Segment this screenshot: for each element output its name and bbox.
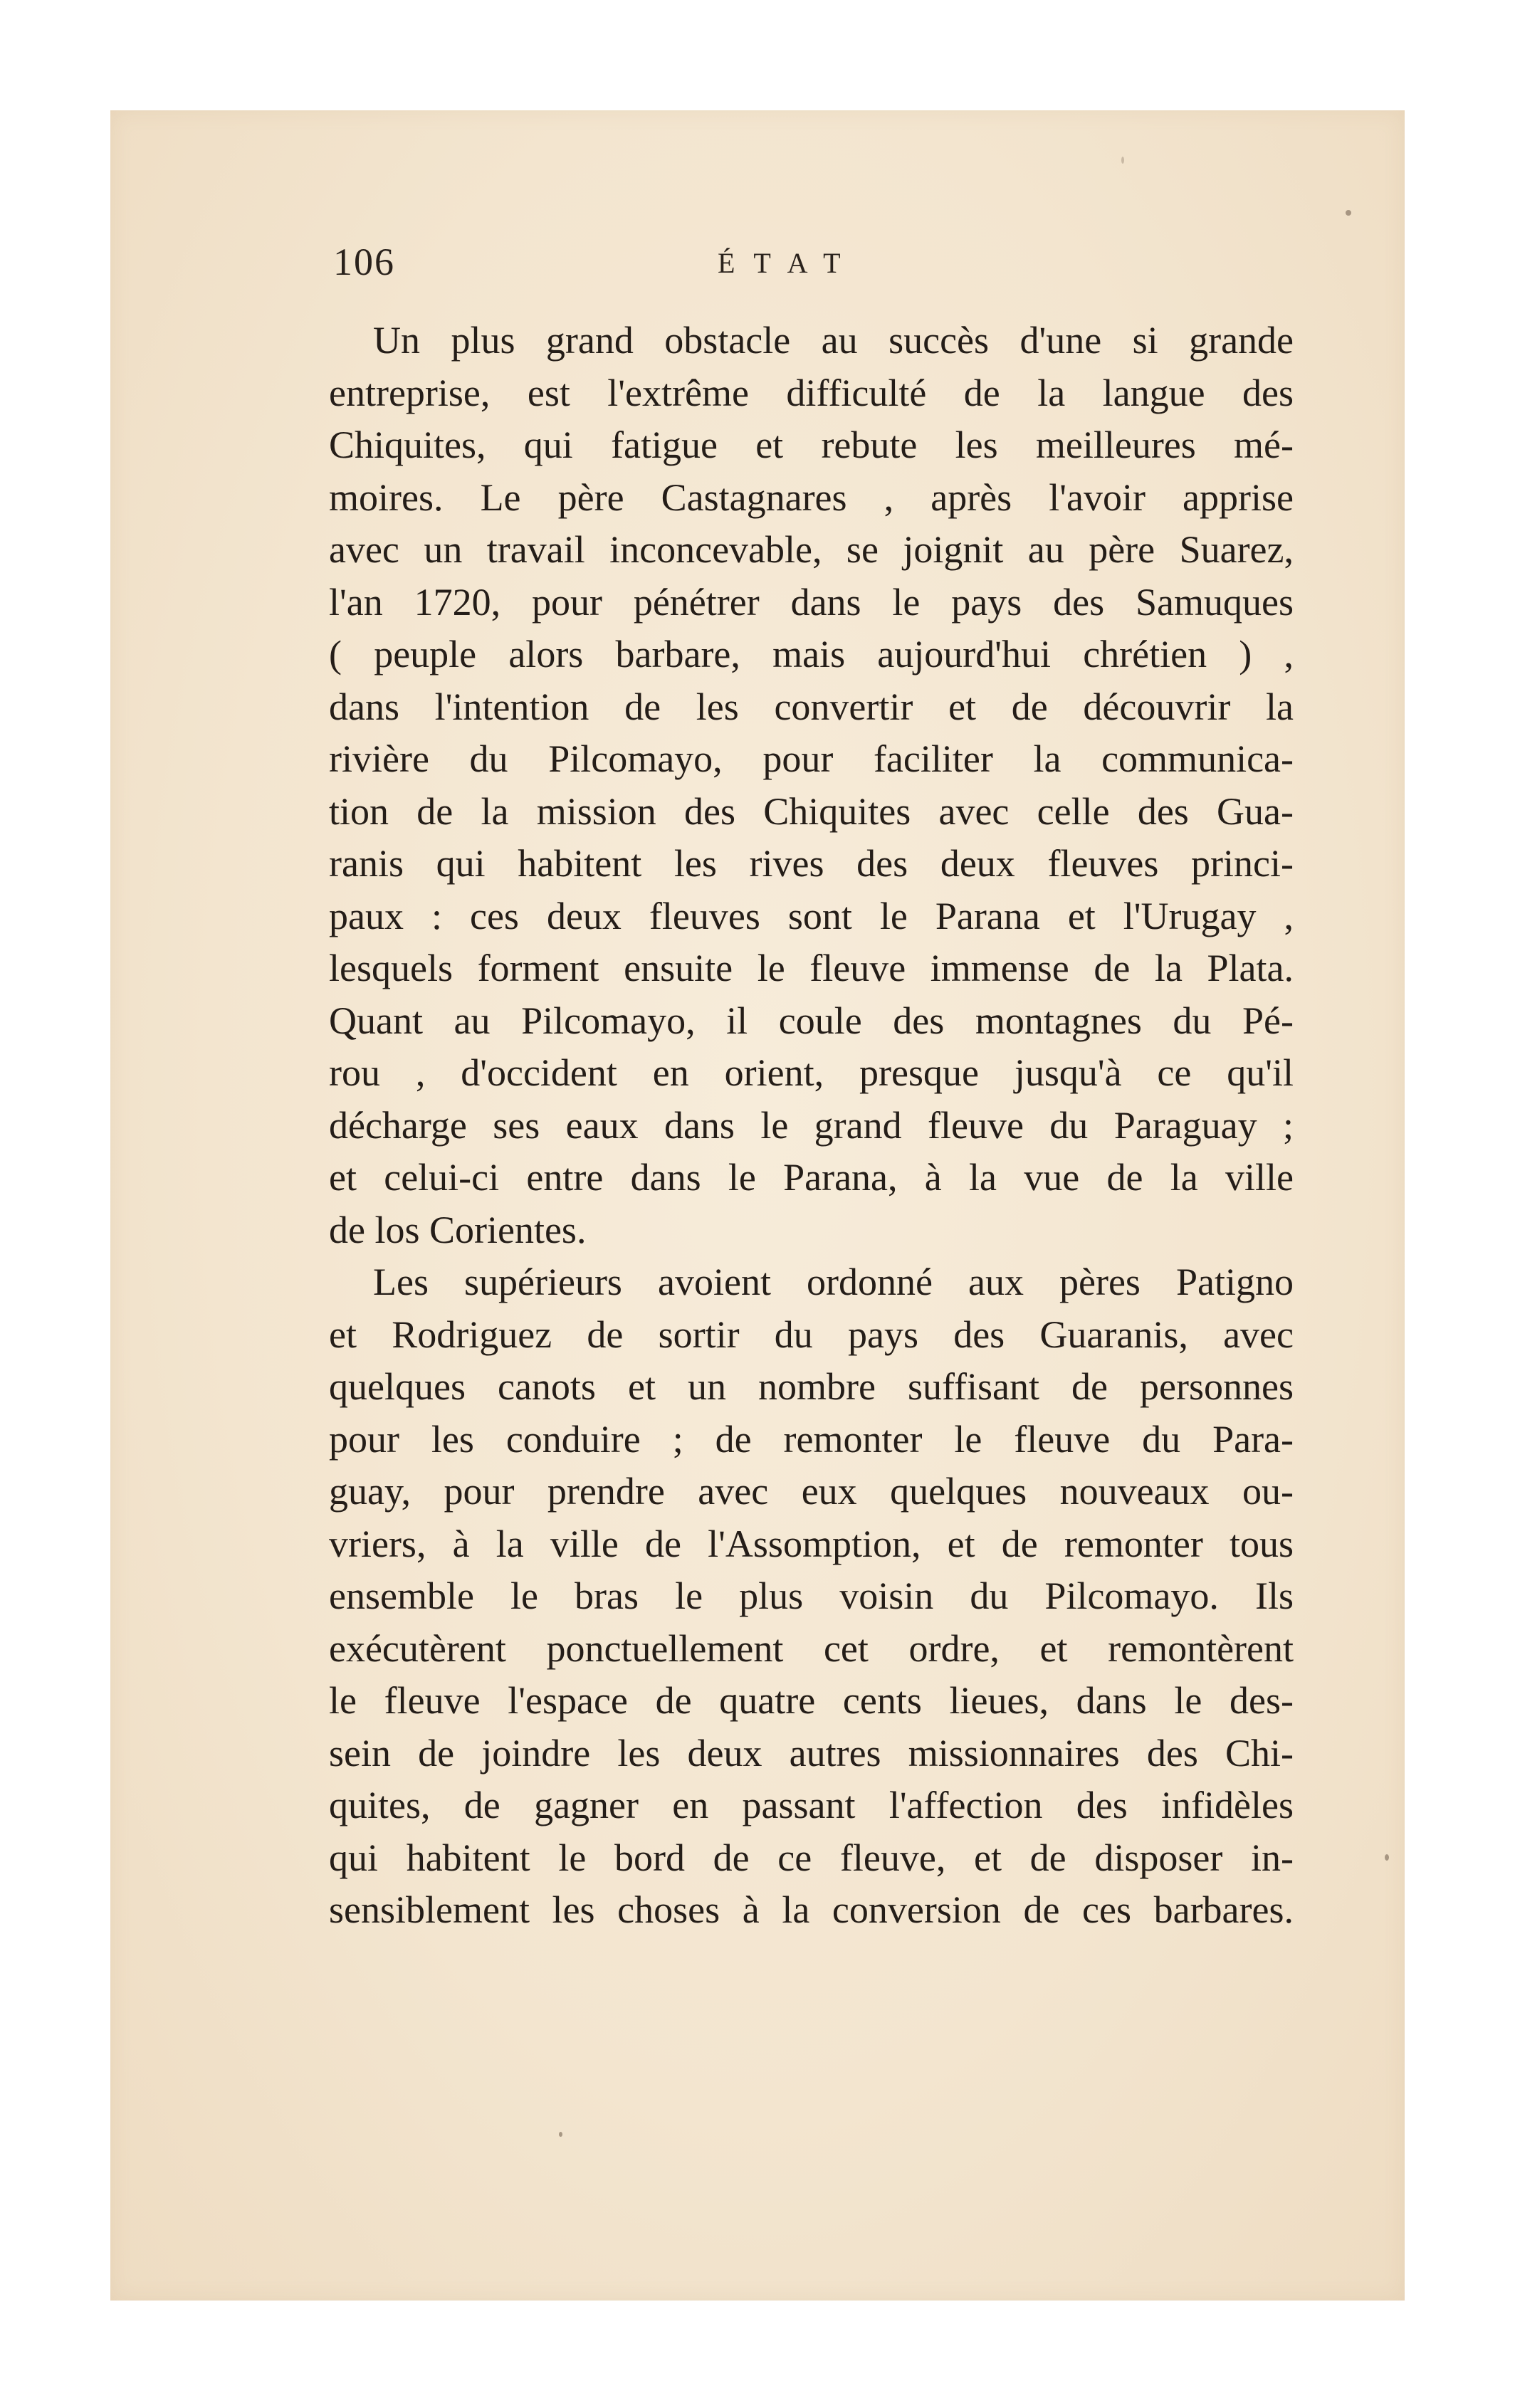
text-line: dans l'intention de les convertir et de découvrir la	[329, 685, 1294, 728]
text-line: rou , d'occident en orient, presque jusqu'à ce qu'il	[329, 1051, 1294, 1094]
text-line: sensiblement les choses à la conversion de ces barbares.	[329, 1888, 1294, 1931]
paper-speck	[559, 2132, 562, 2137]
paper-speck	[1346, 210, 1351, 216]
text-line: l'an 1720, pour pénétrer dans le pays des Samuques	[329, 580, 1294, 624]
text-line: pour les conduire ; de remonter le fleuve du Para-	[329, 1417, 1294, 1461]
paragraph	[329, 315, 1294, 1256]
text-line: qui habitent le bord de ce fleuve, et de disposer in-	[329, 1836, 1294, 1879]
text-line: ( peuple alors barbare, mais aujourd'hui chrétien ) ,	[329, 633, 1294, 675]
paragraph	[329, 1256, 1294, 1937]
text-line: paux : ces deux fleuves sont le Parana et l'Urugay ,	[329, 894, 1294, 937]
text-line: avec un travail inconcevable, se joignit au père Suarez,	[329, 528, 1294, 571]
page-number: 106	[333, 241, 395, 283]
text-line: et Rodriguez de sortir du pays des Guaranis, avec	[329, 1313, 1294, 1356]
text-line: vriers, à la ville de l'Assomption, et de remonter tous	[329, 1522, 1294, 1565]
text-line: ranis qui habitent les rives des deux fleuves princi-	[329, 842, 1294, 885]
text-line: sein de joindre les deux autres missionnaires des Chi-	[329, 1731, 1294, 1775]
body-text	[329, 315, 1294, 1937]
text-line: quites, de gagner en passant l'affection des infidèles	[329, 1784, 1294, 1826]
text-line: le fleuve l'espace de quatre cents lieues, dans le des-	[329, 1679, 1294, 1722]
text-line: rivière du Pilcomayo, pour faciliter la communica-	[329, 737, 1294, 780]
text-line: Un plus grand obstacle au succès d'une si grande	[373, 319, 1294, 362]
text-line: Chiquites, qui fatigue et rebute les meilleures mé-	[329, 424, 1294, 466]
paper-speck	[1121, 157, 1124, 164]
text-line: de los Corientes.	[329, 1208, 587, 1251]
text-line: ensemble le bras le plus voisin du Pilcomayo. Ils	[329, 1574, 1294, 1617]
text-line: lesquels forment ensuite le fleuve immense de la Plata.	[329, 947, 1294, 989]
text-line: Quant au Pilcomayo, il coule des montagnes du Pé-	[329, 999, 1294, 1042]
text-line: et celui-ci entre dans le Parana, à la vue de la ville	[329, 1156, 1294, 1199]
paper-speck	[1385, 1854, 1389, 1861]
page-header	[333, 241, 1298, 290]
running-title: ÉTAT	[718, 247, 859, 279]
text-line: décharge ses eaux dans le grand fleuve du Paraguay ;	[329, 1103, 1294, 1147]
text-line: moires. Le père Castagnares , après l'avoir apprise	[329, 475, 1294, 519]
text-line: quelques canots et un nombre suffisant de personnes	[329, 1365, 1294, 1408]
text-line: Les supérieurs avoient ordonné aux pères Patigno	[373, 1261, 1294, 1303]
text-line: entreprise, est l'extrême difficulté de la langue des	[329, 371, 1294, 414]
text-line: exécutèrent ponctuellement cet ordre, et remontèrent	[329, 1626, 1294, 1670]
text-line: tion de la mission des Chiquites avec celle des Gua-	[329, 789, 1294, 833]
text-line: guay, pour prendre avec eux quelques nouveaux ou-	[329, 1470, 1294, 1513]
